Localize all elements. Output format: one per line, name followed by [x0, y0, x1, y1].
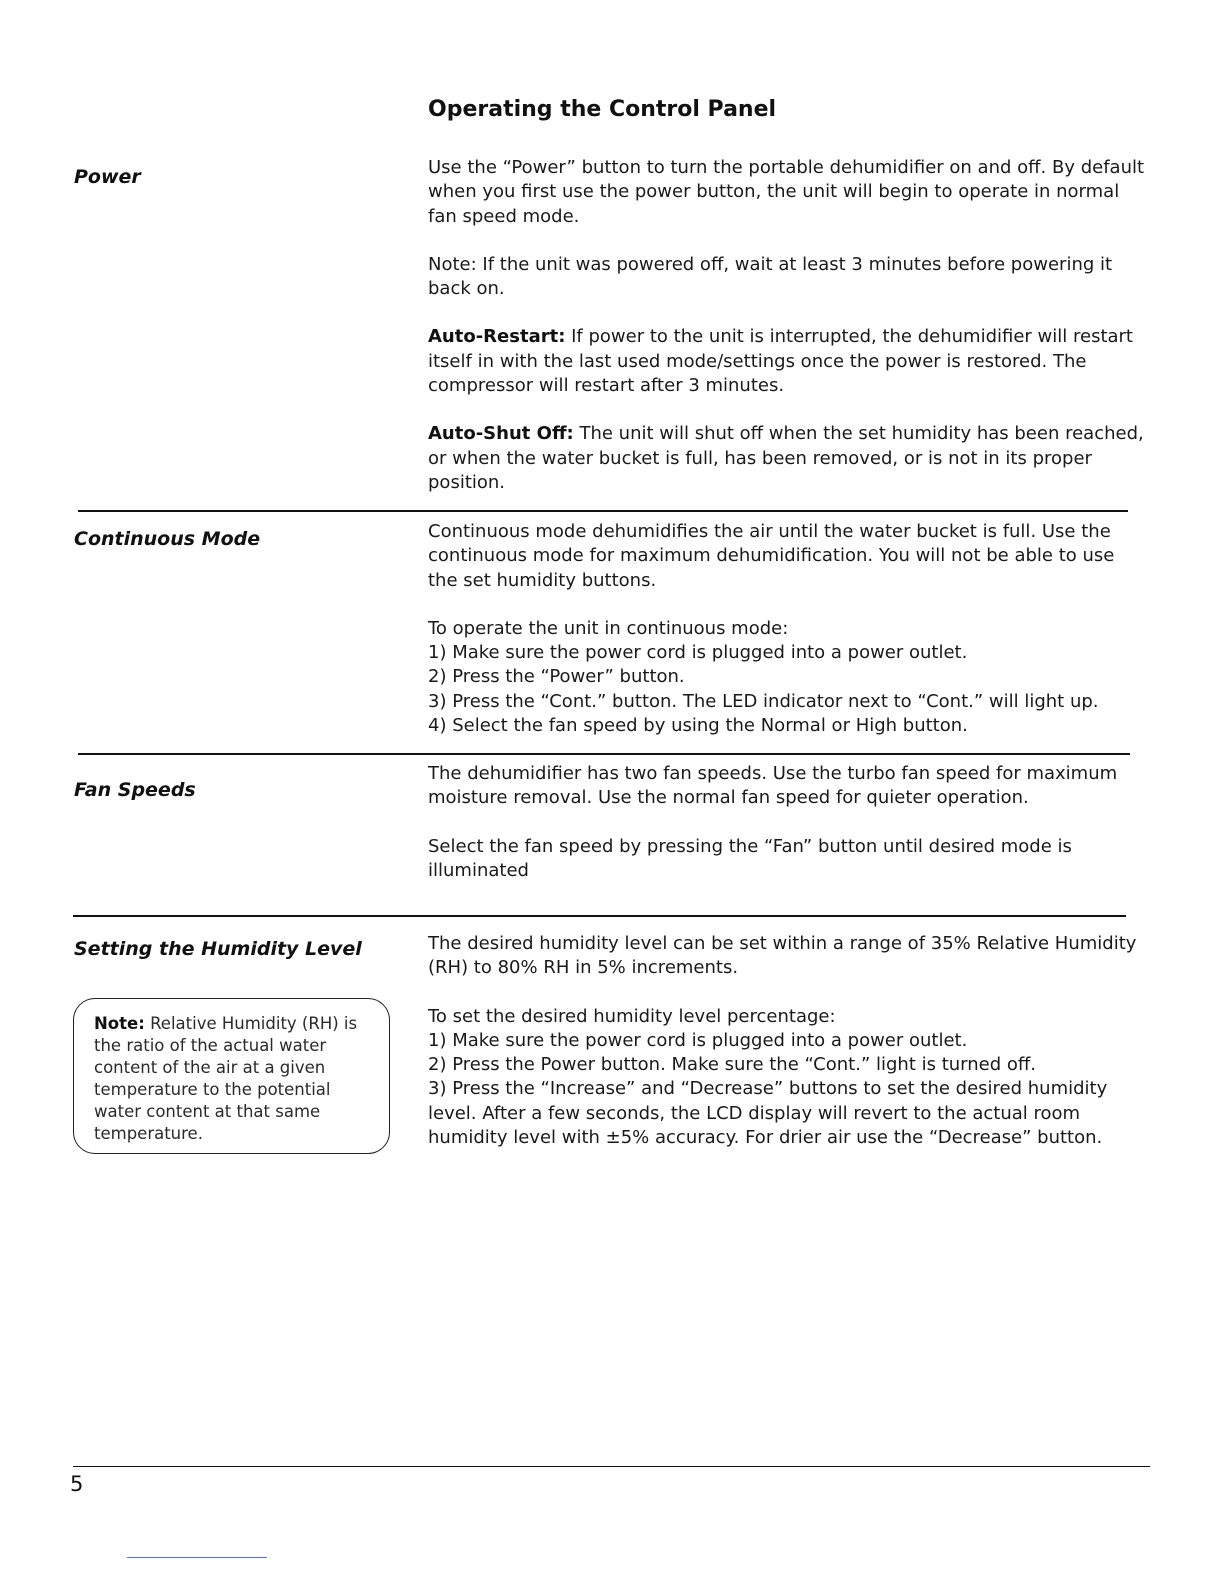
humidity-step: 3) Press the “Increase” and “Decrease” buttons to set the desired humidity level. After a few seconds, the LCD display will revert to the actual room humidity level with ±5% accuracy. For drier air use the “Decrease” button.: [428, 1078, 1108, 1149]
section-divider: [78, 753, 1130, 755]
continuous-step: 1) Make sure the power cord is plugged into a power outlet.: [428, 642, 968, 664]
humidity-step: 2) Press the Power button. Make sure the “Cont.” light is turned off.: [428, 1054, 1037, 1076]
section-label-continuous-mode: Continuous Mode: [74, 528, 261, 550]
section-label-humidity: Setting the Humidity Level: [74, 938, 362, 960]
footer-rule: [73, 1466, 1150, 1467]
page-number: 5: [70, 1472, 84, 1496]
fan-instructions: Select the fan speed by pressing the “Fan” button until desired mode is illuminated: [428, 835, 1072, 881]
note-label: Note:: [94, 1014, 145, 1033]
humidity-note-box: [73, 998, 390, 1154]
auto-restart-text: If power to the unit is interrupted, the dehumidifier will restart itself in with the last used mode/settings once the power is restored. The compressor will restart after 3 minutes.: [428, 326, 1133, 397]
power-paragraph: Use the “Power” button to turn the portable dehumidifier on and off. By default when you first use the power button, the unit will begin to operate in normal fan speed mode.: [428, 157, 1145, 227]
section-divider: [78, 510, 1128, 512]
section-body-fan-speeds: [428, 762, 1148, 883]
footer-fragment: [127, 1557, 267, 1558]
auto-restart-label: Auto-Restart:: [428, 326, 566, 348]
humidity-steps-intro: To set the desired humidity level percentage:: [428, 1005, 836, 1027]
continuous-steps-intro: To operate the unit in continuous mode:: [428, 617, 789, 639]
auto-shutoff-paragraph: [428, 422, 1148, 495]
auto-restart-paragraph: [428, 325, 1148, 398]
section-body-continuous-mode: [428, 520, 1148, 738]
auto-shutoff-label: Auto-Shut Off:: [428, 423, 574, 445]
humidity-step: 1) Make sure the power cord is plugged into a power outlet.: [428, 1029, 968, 1051]
section-divider: [73, 915, 1126, 917]
continuous-step: 4) Select the fan speed by using the Normal or High button.: [428, 715, 968, 737]
section-body-power: [428, 156, 1148, 495]
continuous-step: 3) Press the “Cont.” button. The LED indicator next to “Cont.” will light up.: [428, 690, 1099, 712]
section-label-power: Power: [74, 166, 141, 188]
page-title: Operating the Control Panel: [428, 97, 777, 122]
humidity-paragraph: The desired humidity level can be set within a range of 35% Relative Humidity (RH) to 80% RH in 5% increments.: [428, 933, 1137, 979]
section-label-fan-speeds: Fan Speeds: [74, 779, 196, 801]
continuous-step: 2) Press the “Power” button.: [428, 666, 685, 688]
section-body-humidity: [428, 932, 1148, 1150]
fan-paragraph: The dehumidifier has two fan speeds. Use the turbo fan speed for maximum moisture removal. Use the normal fan speed for quieter operation.: [428, 763, 1118, 809]
power-note: Note: If the unit was powered off, wait at least 3 minutes before powering it back on.: [428, 253, 1113, 300]
note-text: Relative Humidity (RH) is the ratio of the actual water content of the air at a given temperature to the potential water content at that same temperature.: [94, 1014, 358, 1143]
continuous-paragraph: Continuous mode dehumidifies the air until the water bucket is full. Use the continuous mode for maximum dehumidification. You will not be able to use the set humidity buttons.: [428, 521, 1115, 591]
auto-shutoff-text: The unit will shut off when the set humidity has been reached, or when the water bucket is full, has been removed, or is not in its proper position.: [428, 423, 1144, 493]
